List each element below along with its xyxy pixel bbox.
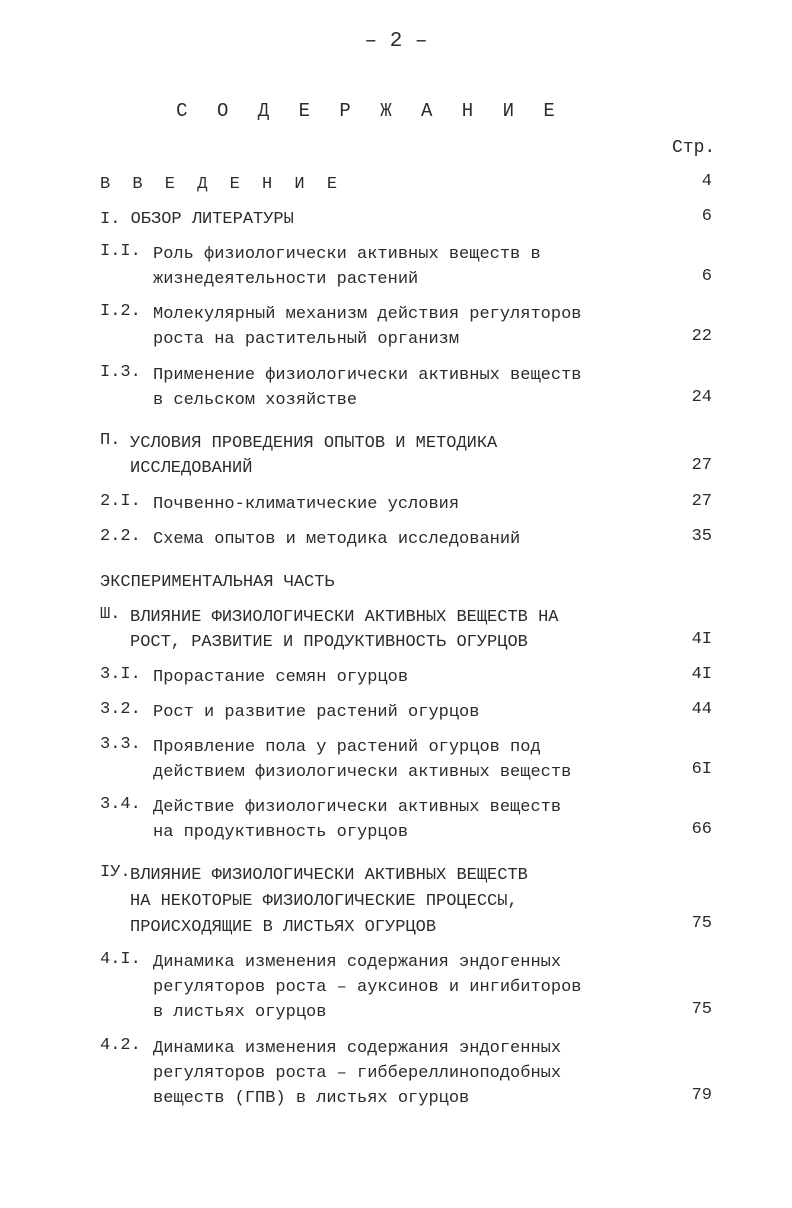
- toc-entry-number: I.2.: [100, 302, 141, 321]
- toc-entry-page: 75: [691, 1000, 712, 1019]
- toc-entry-number: 3.I.: [100, 665, 141, 684]
- toc-entry-number: Ш.: [100, 605, 121, 624]
- toc-entry-text: В В Е Д Е Н И Е: [100, 175, 344, 194]
- toc-entry-page: 6I: [691, 760, 712, 779]
- toc-entry-number: I.I.: [100, 242, 141, 261]
- toc-entry-page: 35: [691, 527, 712, 546]
- toc-entry-page: 4I: [691, 665, 712, 684]
- toc-entry-page: 22: [691, 327, 712, 346]
- toc-entry-page: 27: [691, 492, 712, 511]
- toc-entry-text: Почвенно-климатические условия: [153, 495, 460, 514]
- toc-entry-text: I. ОБЗОР ЛИТЕРАТУРЫ: [100, 210, 294, 229]
- page-number: – 2 –: [364, 30, 428, 53]
- toc-entry-text: Динамика изменения содержания эндогенных регуляторов роста – гиббереллиноподобных веществ (ГПВ) в листьях огурцов: [153, 1039, 562, 1108]
- toc-entry-page: 44: [691, 700, 712, 719]
- toc-entry-page: 24: [691, 388, 712, 407]
- toc-entry-number: 3.3.: [100, 735, 141, 754]
- toc-entry-number: 3.2.: [100, 700, 141, 719]
- toc-entry-number: 4.2.: [100, 1036, 141, 1055]
- toc-entry-number: IУ.: [100, 863, 131, 882]
- toc-entry-page: 66: [691, 820, 712, 839]
- toc-entry-page: 6: [701, 207, 712, 226]
- toc-entry-text: Рост и развитие растений огурцов: [153, 703, 480, 722]
- page-column-label: Стр.: [672, 138, 716, 158]
- toc-entry-number: 4.I.: [100, 950, 141, 969]
- toc-entry-text: ВЛИЯНИЕ ФИЗИОЛОГИЧЕСКИ АКТИВНЫХ ВЕЩЕСТВ НА НЕКОТОРЫЕ ФИЗИОЛОГИЧЕСКИЕ ПРОЦЕССЫ, ПРОИСХОДЯЩИЕ В ЛИСТЬЯХ ОГУРЦОВ: [130, 866, 528, 937]
- toc-entry-text: Динамика изменения содержания эндогенных регуляторов роста – ауксинов и ингибиторов в листьях огурцов: [153, 953, 582, 1022]
- toc-entry-number: П.: [100, 431, 121, 450]
- toc-entry-page: 4: [701, 172, 712, 191]
- toc-entry-page: 6: [701, 267, 712, 286]
- toc-entry-number: 3.4.: [100, 795, 141, 814]
- toc-entry-text: Действие физиологически активных веществ на продуктивность огурцов: [153, 798, 562, 842]
- toc-entry-number: 2.2.: [100, 527, 141, 546]
- toc-entry-text: ЭКСПЕРИМЕНТАЛЬНАЯ ЧАСТЬ: [100, 573, 335, 592]
- toc-entry-text: Молекулярный механизм действия регуляторов роста на растительный организм: [153, 305, 582, 349]
- toc-entry-page: 27: [691, 456, 712, 475]
- toc-entry-text: Проявление пола у растений огурцов под действием физиологически активных веществ: [153, 738, 572, 782]
- toc-entry-number: 2.I.: [100, 492, 141, 511]
- toc-entry-text: Прорастание семян огурцов: [153, 668, 409, 687]
- toc-entry-page: 75: [691, 914, 712, 933]
- toc-entry-page: 79: [691, 1086, 712, 1105]
- toc-entry-text: Схема опытов и методика исследований: [153, 530, 521, 549]
- toc-entry-text: ВЛИЯНИЕ ФИЗИОЛОГИЧЕСКИ АКТИВНЫХ ВЕЩЕСТВ НА РОСТ, РАЗВИТИЕ И ПРОДУКТИВНОСТЬ ОГУРЦОВ: [130, 608, 559, 652]
- toc-entry-text: Применение физиологически активных веществ в сельском хозяйстве: [153, 366, 582, 410]
- toc-entry-text: Роль физиологически активных веществ в жизнедеятельности растений: [153, 245, 541, 289]
- toc-entry-text: УСЛОВИЯ ПРОВЕДЕНИЯ ОПЫТОВ И МЕТОДИКА ИССЛЕДОВАНИЙ: [130, 434, 498, 478]
- contents-title: С О Д Е Р Ж А Н И Е: [176, 100, 564, 122]
- toc-entry-number: I.3.: [100, 363, 141, 382]
- toc-entry-page: 4I: [691, 630, 712, 649]
